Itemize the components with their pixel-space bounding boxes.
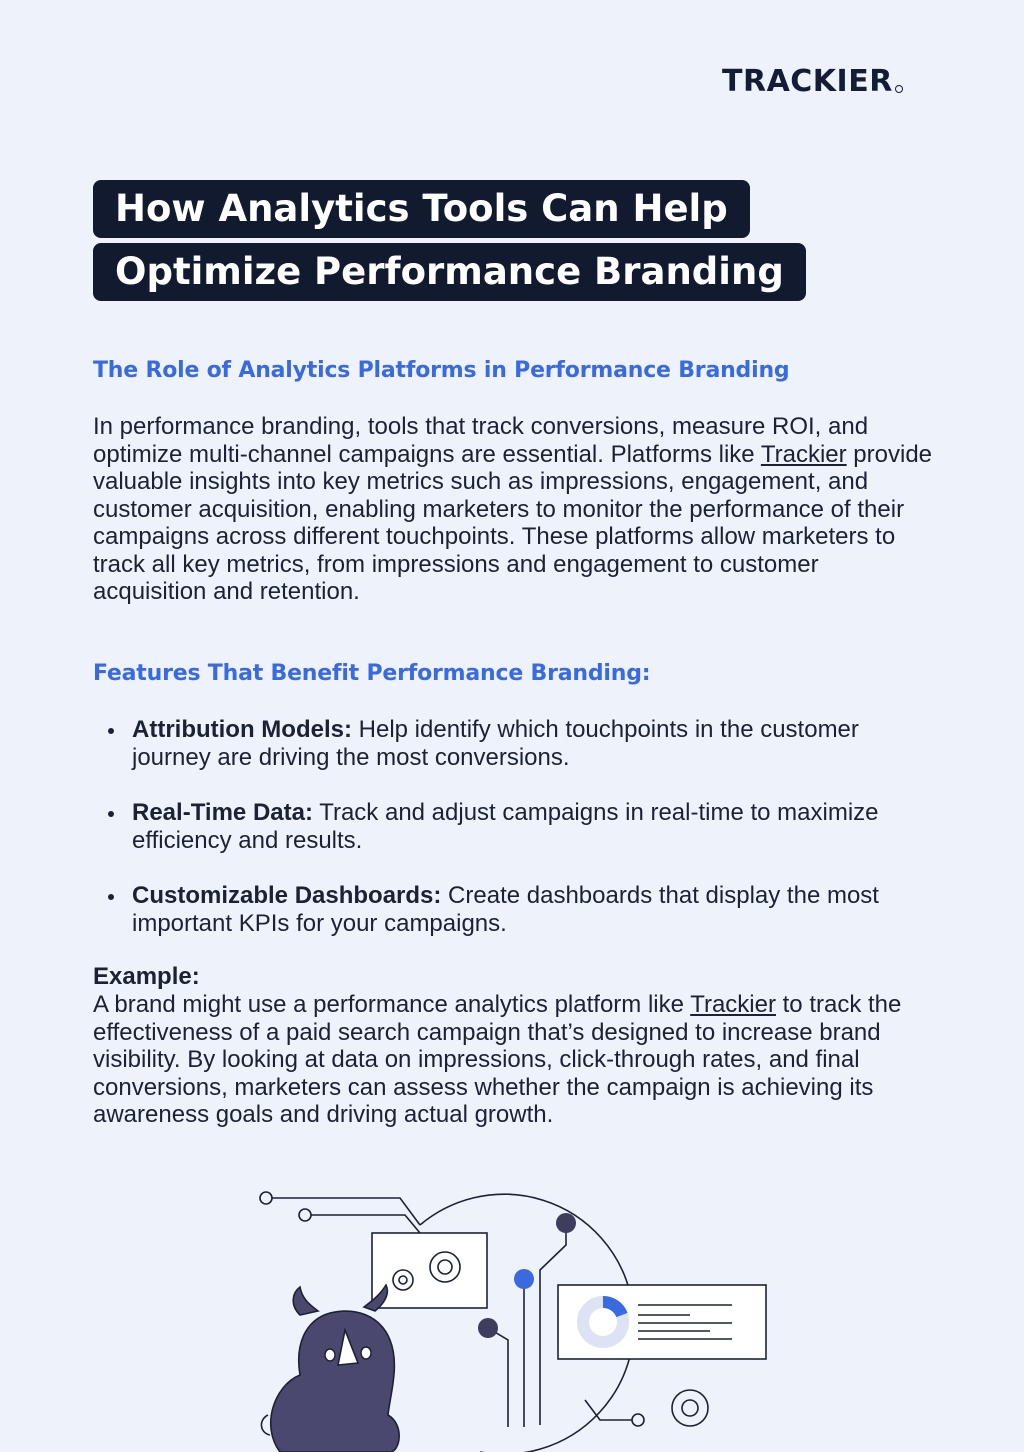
gear-icon — [672, 1390, 708, 1426]
analytics-illustration — [240, 1165, 800, 1452]
circuit-line — [585, 1400, 632, 1420]
bullet-icon — [108, 728, 114, 734]
feature-label: Real-Time Data: — [132, 799, 313, 826]
role-text-start: In performance branding, tools that track conversions, measure ROI, and optimize multi-channel campaigns are essential. Platforms like — [93, 413, 869, 468]
section-heading-features: Features That Benefit Performance Branding: — [93, 661, 651, 686]
bullet-icon — [108, 811, 114, 817]
bullet-icon — [108, 894, 114, 900]
registered-mark-icon — [895, 85, 903, 93]
feature-label: Customizable Dashboards: — [132, 882, 442, 909]
connector-line — [311, 1215, 420, 1233]
gear-box — [372, 1233, 487, 1308]
role-text-end: provide valuable insights into key metrics such as impressions, engagement, and customer acquisition, enabling marketers to monitor the performance of their campaigns across different touchpoints. These platforms allow marketers to track all key metrics, from impressions and engagement to customer acquisition and retention. — [93, 440, 933, 605]
section-heading-role: The Role of Analytics Platforms in Performance Branding — [93, 358, 790, 383]
feature-text: Track and adjust campaigns in real-time to maximize efficiency and results. — [132, 799, 879, 854]
feature-item-realtime — [93, 799, 933, 854]
features-list — [93, 716, 933, 965]
trackier-logo — [722, 64, 903, 99]
feature-text: Create dashboards that display the most important KPIs for your campaigns. — [132, 882, 879, 937]
dark-node — [478, 1318, 498, 1338]
example-label: Example: — [93, 963, 200, 990]
role-paragraph — [93, 413, 933, 606]
page-title-line-2: Optimize Performance Branding — [93, 243, 806, 301]
logo-text: TRACKIER — [722, 64, 893, 99]
feature-text: Help identify which touchpoints in the customer journey are driving the most conversions. — [132, 716, 859, 771]
node-circle — [260, 1192, 272, 1204]
node-circle — [299, 1209, 311, 1221]
circuit-line — [488, 1328, 508, 1427]
feature-item-dashboards — [93, 882, 933, 937]
page-title-line-1: How Analytics Tools Can Help — [93, 180, 750, 238]
rhino-mascot — [261, 1285, 399, 1452]
chart-card — [558, 1285, 766, 1359]
connector-line — [272, 1198, 420, 1225]
node-circle — [632, 1414, 644, 1426]
trackier-link[interactable]: Trackier — [690, 991, 776, 1018]
feature-item-attribution — [93, 716, 933, 771]
blue-node — [514, 1269, 534, 1289]
feature-label: Attribution Models: — [132, 716, 352, 743]
example-text-start: A brand might use a performance analytics platform like — [93, 991, 691, 1018]
example-text-end: to track the effectiveness of a paid search campaign that’s designed to increase brand visibility. By looking at data on impressions, click-through rates, and final conversions, marketers can assess whether the campaign is achieving its awareness goals and driving actual growth. — [93, 991, 902, 1128]
dark-node — [556, 1213, 576, 1233]
example-paragraph — [93, 991, 933, 1129]
trackier-link[interactable]: Trackier — [760, 440, 847, 468]
